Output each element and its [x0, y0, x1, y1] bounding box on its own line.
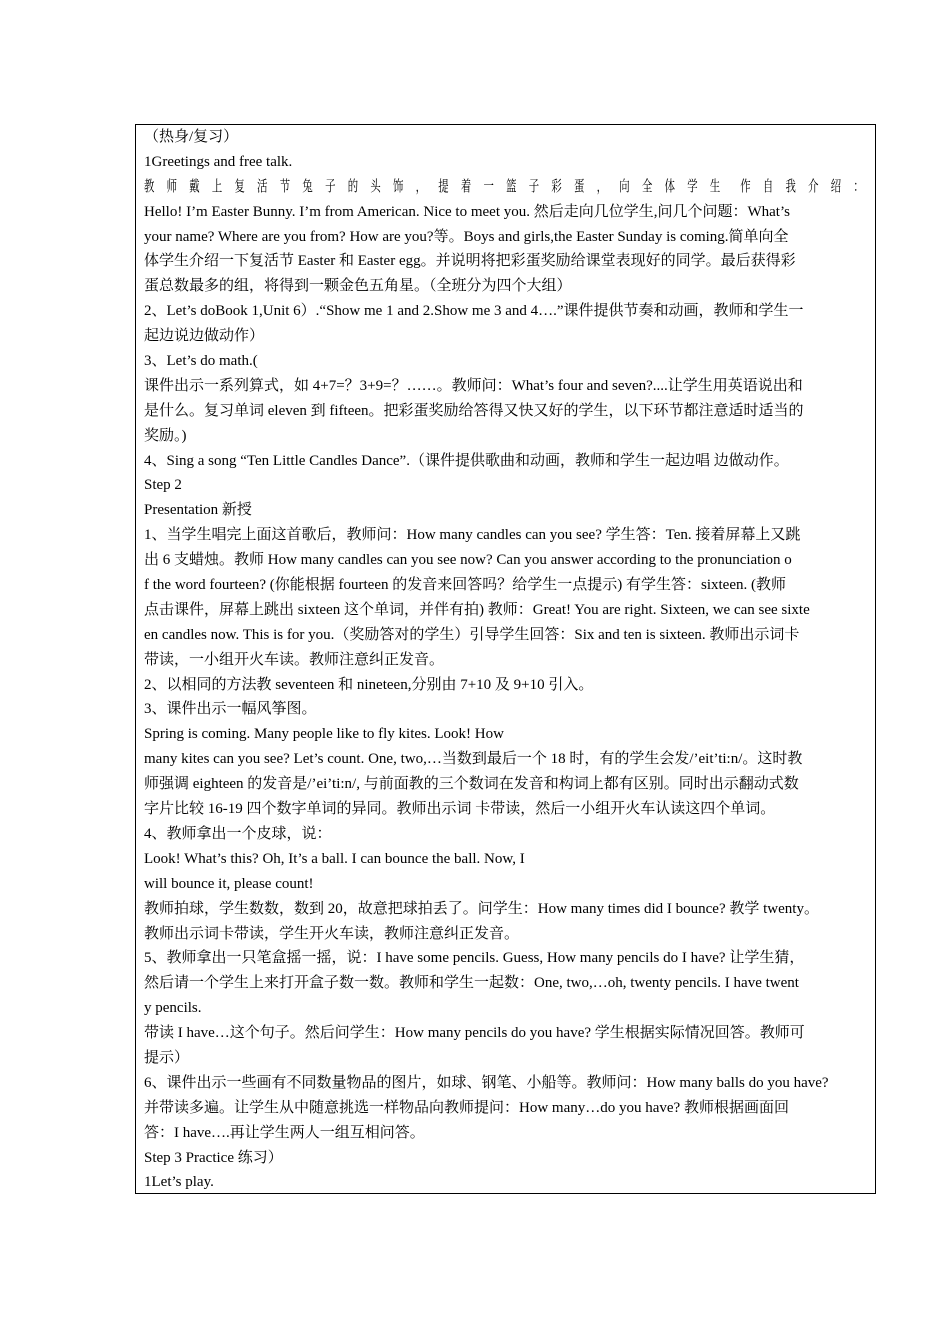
text-line: Step 2 — [144, 477, 182, 494]
text-line: y pencils. — [144, 1000, 202, 1017]
text-line: 并带读多遍。让学生从中随意挑选一样物品向教师提问：How many…do you have? 教师根据画面回 — [144, 1099, 789, 1116]
text-line: 教师出示词卡带读，学生开火车读，教师注意纠正发音。 — [144, 925, 520, 942]
text-line: 是什么。复习单词 eleven 到 fifteen。把彩蛋奖励给答得又快又好的学生，以下环节都注意适时适当的 — [144, 402, 804, 419]
text-line: Look! What’s this? Oh, It’s a ball. I can bounce the ball. Now, I — [144, 850, 525, 867]
text-line: 1Let’s play. — [144, 1174, 214, 1191]
text-line: 1、当学生唱完上面这首歌后，教师问：How many candles can you see? 学生答：Ten. 接着屏幕上又跳 — [144, 527, 801, 544]
text-line: will bounce it, please count! — [144, 875, 314, 892]
text-line: 师强调 eighteen 的发音是/’ei’ti:n/, 与前面教的三个数词在发音和构词上都有区别。同时出示翻动式数 — [144, 776, 799, 793]
text-line: f the word fourteen? (你能根据 fourteen 的发音来回答吗？给学生一点提示) 有学生答：sixteen. (教师 — [144, 577, 786, 594]
text-line: 3、课件出示一幅风筝图。 — [144, 701, 317, 718]
text-line: 6、课件出示一些画有不同数量物品的图片，如球、钢笔、小船等。教师问：How many balls do you have? — [144, 1074, 829, 1091]
text-line: 1Greetings and free talk. — [144, 153, 293, 170]
text-line: 奖励。) — [144, 427, 187, 444]
text-line: Presentation 新授 — [144, 502, 252, 519]
text-line: 4、Sing a song “Ten Little Candles Dance”.（课件提供歌曲和动画，教师和学生一起边唱 边做动作。 — [144, 452, 789, 469]
text-line: 蛋总数最多的组，将得到一颗金色五角星。（全班分为四个大组） — [144, 278, 572, 295]
text-line: 5、教师拿出一只笔盒摇一摇，说：I have some pencils. Guess, How many pencils do I have? 让学生猜， — [144, 950, 805, 967]
text-line: 体学生介绍一下复活节 Easter 和 Easter egg。并说明将把彩蛋奖励给课堂表现好的同学。最后获得彩 — [144, 253, 796, 270]
text-line: 答：I have….再让学生两人一组互相问答。 — [144, 1124, 425, 1141]
lesson-plan-text — [144, 125, 869, 1195]
text-line: Hello! I’m Easter Bunny. I’m from American. Nice to meet you. 然后走向几位学生,问几个问题：What’s — [144, 203, 790, 220]
text-line: your name? Where are you from? How are you?等。Boys and girls,the Easter Sunday is coming.简单向全 — [144, 228, 789, 245]
text-line: 教师拍球，学生数数，数到 20，故意把球拍丢了。问学生：How many times did I bounce? 教学 twenty。 — [144, 900, 819, 917]
text-line: 带读，一小组开火车读。教师注意纠正发音。 — [144, 651, 445, 668]
text-line: 然后请一个学生上来打开盒子数一数。教师和学生一起数：One, two,…oh, twenty pencils. I have twent — [144, 975, 799, 992]
text-line: 课件出示一系列算式，如 4+7=？3+9=？……。教师问：What’s four and seven?....让学生用英语说出和 — [144, 377, 803, 394]
text-line: 教 师 戴 上 复 活 节 兔 子 的 头 饰 ， 提 着 一 篮 子 彩 蛋 ， 向 全 体 学 生 作 自 我 介 绍 ： — [144, 178, 869, 195]
text-line: 字片比较 16-19 四个数字单词的异同。教师出示词 卡带读，然后一小组开火车认读这四个单词。 — [144, 801, 776, 818]
text-line: 提示） — [144, 1049, 190, 1066]
text-line: 出 6 支蜡烛。教师 How many candles can you see now? Can you answer according to the pronunciation o — [144, 552, 792, 569]
text-line: Spring is coming. Many people like to fly kites. Look! How — [144, 726, 504, 743]
text-line: 2、以相同的方法教 seventeen 和 nineteen,分别由 7+10 及 9+10 引入。 — [144, 676, 594, 693]
text-line: Step 3 Practice 练习） — [144, 1149, 283, 1166]
text-line: 带读 I have…这个句子。然后问学生：How many pencils do you have? 学生根据实际情况回答。教师可 — [144, 1025, 805, 1042]
text-line: 3、Let’s do math.( — [144, 353, 258, 370]
text-line: en candles now. This is for you.（奖励答对的学生）引导学生回答：Six and ten is sixteen. 教师出示词卡 — [144, 626, 800, 643]
text-line: （热身/复习） — [144, 129, 239, 145]
text-line: 点击课件，屏幕上跳出 sixteen 这个单词，并伴有拍) 教师：Great! You are right. Sixteen, we can see sixte — [144, 601, 810, 618]
text-line: many kites can you see? Let’s count. One, two,…当数到最后一个 18 时，有的学生会发/’eit’ti:n/。这时教 — [144, 751, 803, 768]
text-line: 2、Let’s doBook 1,Unit 6）.“Show me 1 and 2.Show me 3 and 4….”课件提供节奏和动画，教师和学生一 — [144, 303, 804, 320]
lesson-plan-table-cell — [135, 124, 876, 1194]
text-line: 4、教师拿出一个皮球，说： — [144, 825, 332, 842]
text-line: 起边说边做动作） — [144, 328, 265, 345]
